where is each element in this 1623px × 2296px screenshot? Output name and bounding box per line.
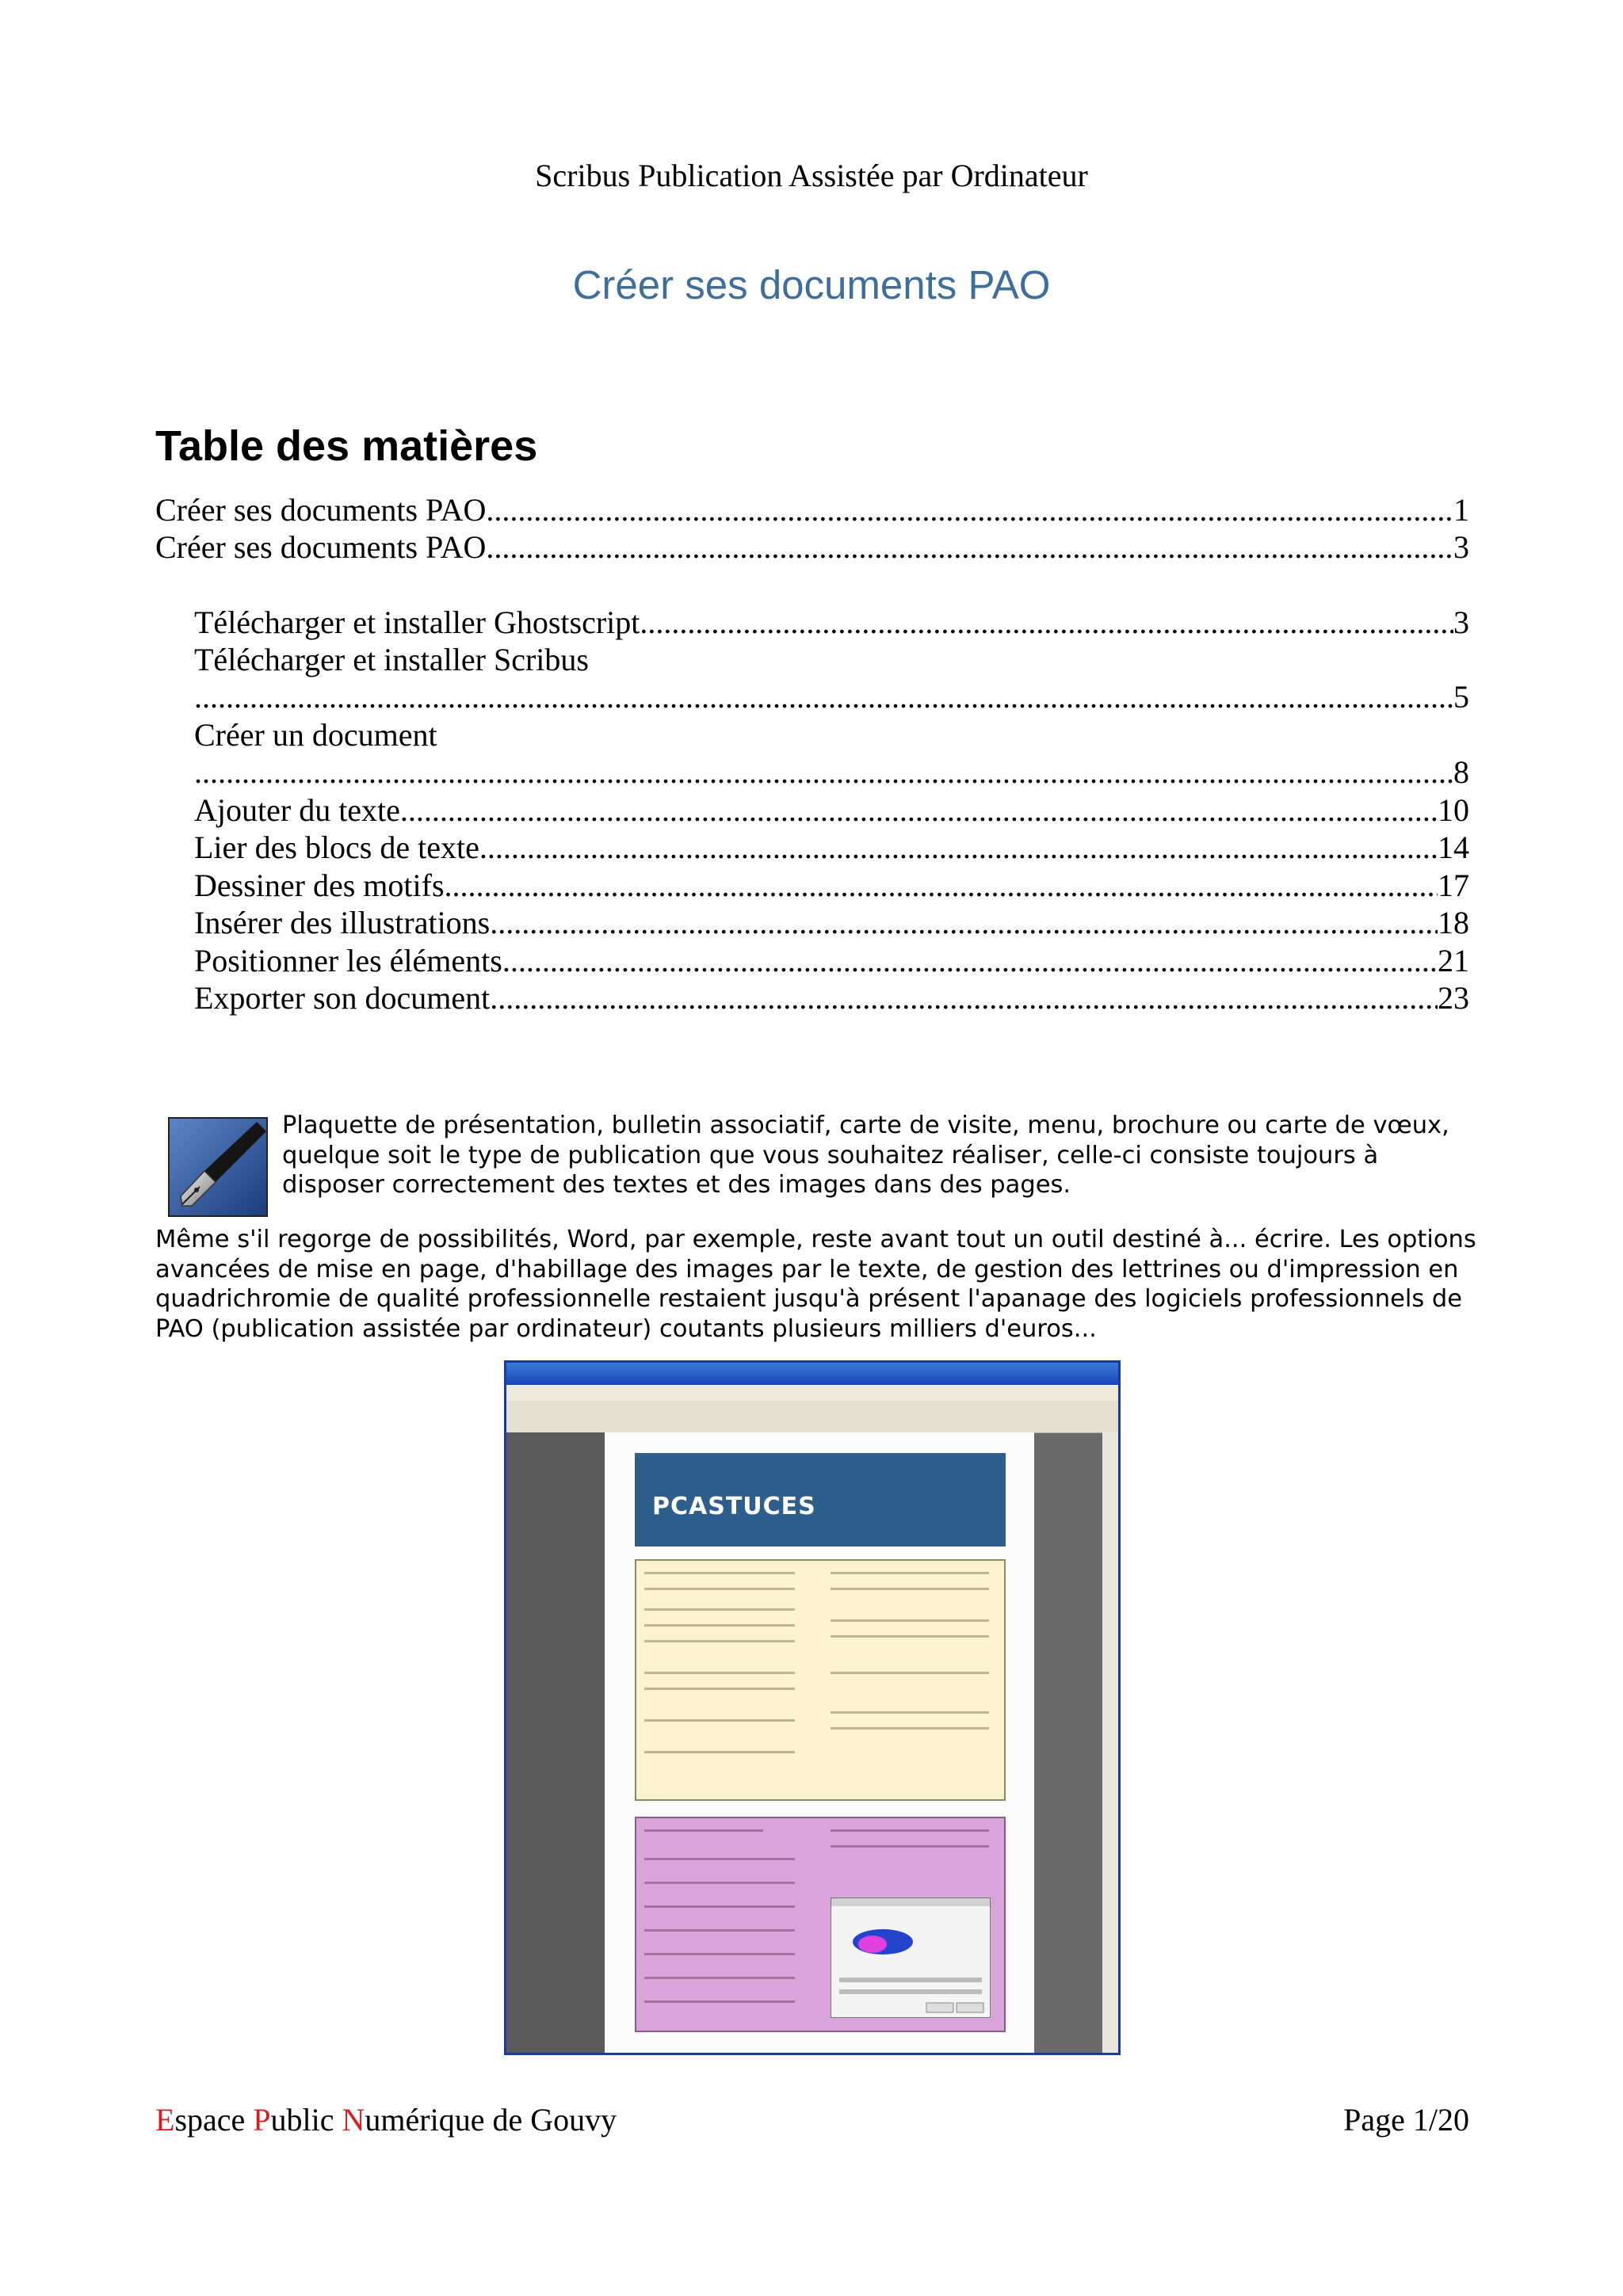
- toc-entry-page: 17: [1438, 868, 1469, 903]
- toc-leader: [490, 979, 1438, 1017]
- screenshot-yellow-block: [635, 1559, 1006, 1801]
- screenshot-banner: [635, 1453, 1006, 1547]
- toc-entry[interactable]: [155, 491, 1469, 529]
- footer-page-number: Page 1/20: [1343, 2102, 1469, 2138]
- screenshot-purple-block: [635, 1817, 1006, 2032]
- toc-entry-title[interactable]: Créer un document: [194, 717, 437, 753]
- toc-entry-leader-line[interactable]: [194, 678, 1469, 716]
- toc-entry-title: Exporter son document: [194, 980, 491, 1016]
- toc-entry[interactable]: [194, 942, 1469, 980]
- document-title: Créer ses documents PAO: [572, 262, 1051, 307]
- application-screenshot: [504, 1360, 1121, 2055]
- toc-entry-title: Créer ses documents PAO: [155, 492, 487, 528]
- footer-text: umérique de Gouvy: [365, 2102, 617, 2138]
- intro-paragraph: Plaquette de présentation, bulletin associatif, carte de visite, menu, brochure ou carte de vœux, quelque soit le type de publication que vous souhaitez réaliser, celle-ci consiste toujours à disposer correctement des textes et des images dans des pages.: [282, 1112, 1449, 1199]
- toc-entry-title: Télécharger et installer Ghostscript: [194, 605, 640, 640]
- screenshot-titlebar: [506, 1363, 1118, 1385]
- toc-entry[interactable]: [194, 867, 1469, 905]
- footer-initial: E: [155, 2102, 175, 2138]
- screenshot-logo: PCASTUCES: [652, 1493, 816, 1520]
- screenshot-document-page: [605, 1432, 1034, 2053]
- toc-entry-page: 3: [1453, 605, 1469, 640]
- toc-entry-title: Lier des blocs de texte: [194, 830, 479, 865]
- toc-entry-title: Créer ses documents PAO: [155, 529, 487, 565]
- toc-entry-page: 10: [1438, 792, 1469, 828]
- screenshot-scrollbar: [1102, 1432, 1118, 2053]
- screenshot-sidebar: [506, 1432, 605, 2053]
- toc-entry-title: Ajouter du texte: [194, 792, 400, 828]
- toc-leader: [486, 491, 1453, 529]
- toc-entry-page: 21: [1438, 943, 1469, 978]
- toc-leader: [194, 753, 1453, 791]
- toc-leader: [194, 678, 1453, 716]
- toc-entry-leader-line[interactable]: [194, 753, 1469, 791]
- toc-entry-page: 23: [1438, 980, 1469, 1016]
- toc-entry-page: 1: [1453, 492, 1469, 528]
- toc-entry-page: 8: [1453, 754, 1469, 790]
- toc-leader: [479, 829, 1438, 867]
- toc-entry-page: 18: [1438, 905, 1469, 940]
- toc-leader: [445, 867, 1438, 905]
- toc-entry-page: 3: [1453, 529, 1469, 565]
- toc-heading: Table des matières: [155, 422, 538, 470]
- screenshot-menubar: [506, 1385, 1118, 1401]
- toc-entry-title: Insérer des illustrations: [194, 905, 491, 940]
- toc-entry-title: Dessiner des motifs: [194, 868, 445, 903]
- footer-organization: [155, 2101, 617, 2138]
- toc-leader: [490, 904, 1438, 942]
- page-header-title: Scribus Publication Assistée par Ordinateur: [535, 158, 1088, 193]
- toc-entry[interactable]: [194, 604, 1469, 642]
- body-paragraph: Même s'il regorge de possibilités, Word, par exemple, reste avant tout un outil destiné à... écrire. Les options avancées de mise en page, d'habillage des images par le texte, de gestion des lettrines ou d'impression en quadrichromie de qualité professionnelle restaient jusqu'à présent l'apanage des logiciels professionnels de PAO (publication assistée par ordinateur) coutants plusieurs milliers d'euros...: [155, 1226, 1476, 1343]
- toc-entry[interactable]: [194, 791, 1469, 830]
- footer-initial: P: [253, 2102, 271, 2138]
- toc-leader: [400, 791, 1438, 830]
- footer-text: ublic: [270, 2102, 342, 2138]
- footer-initial: N: [342, 2102, 365, 2138]
- screenshot-toolbar: [506, 1401, 1118, 1433]
- toc-leader: [640, 604, 1453, 642]
- toc-leader: [502, 942, 1438, 980]
- toc-entry-page: 5: [1453, 679, 1469, 715]
- toc-entry[interactable]: [194, 979, 1469, 1017]
- screenshot-dialog-inset: [831, 1897, 991, 2018]
- toc-entry-title[interactable]: Télécharger et installer Scribus: [194, 642, 589, 677]
- toc-entry-page: 14: [1438, 830, 1469, 865]
- toc-entry[interactable]: [155, 528, 1469, 566]
- toc-entry[interactable]: [194, 904, 1469, 942]
- footer-text: space: [174, 2102, 254, 2138]
- fountain-pen-icon: [168, 1117, 268, 1217]
- toc-entry-title: Positionner les éléments: [194, 943, 502, 978]
- toc-leader: [486, 528, 1453, 566]
- toc-entry[interactable]: [194, 829, 1469, 867]
